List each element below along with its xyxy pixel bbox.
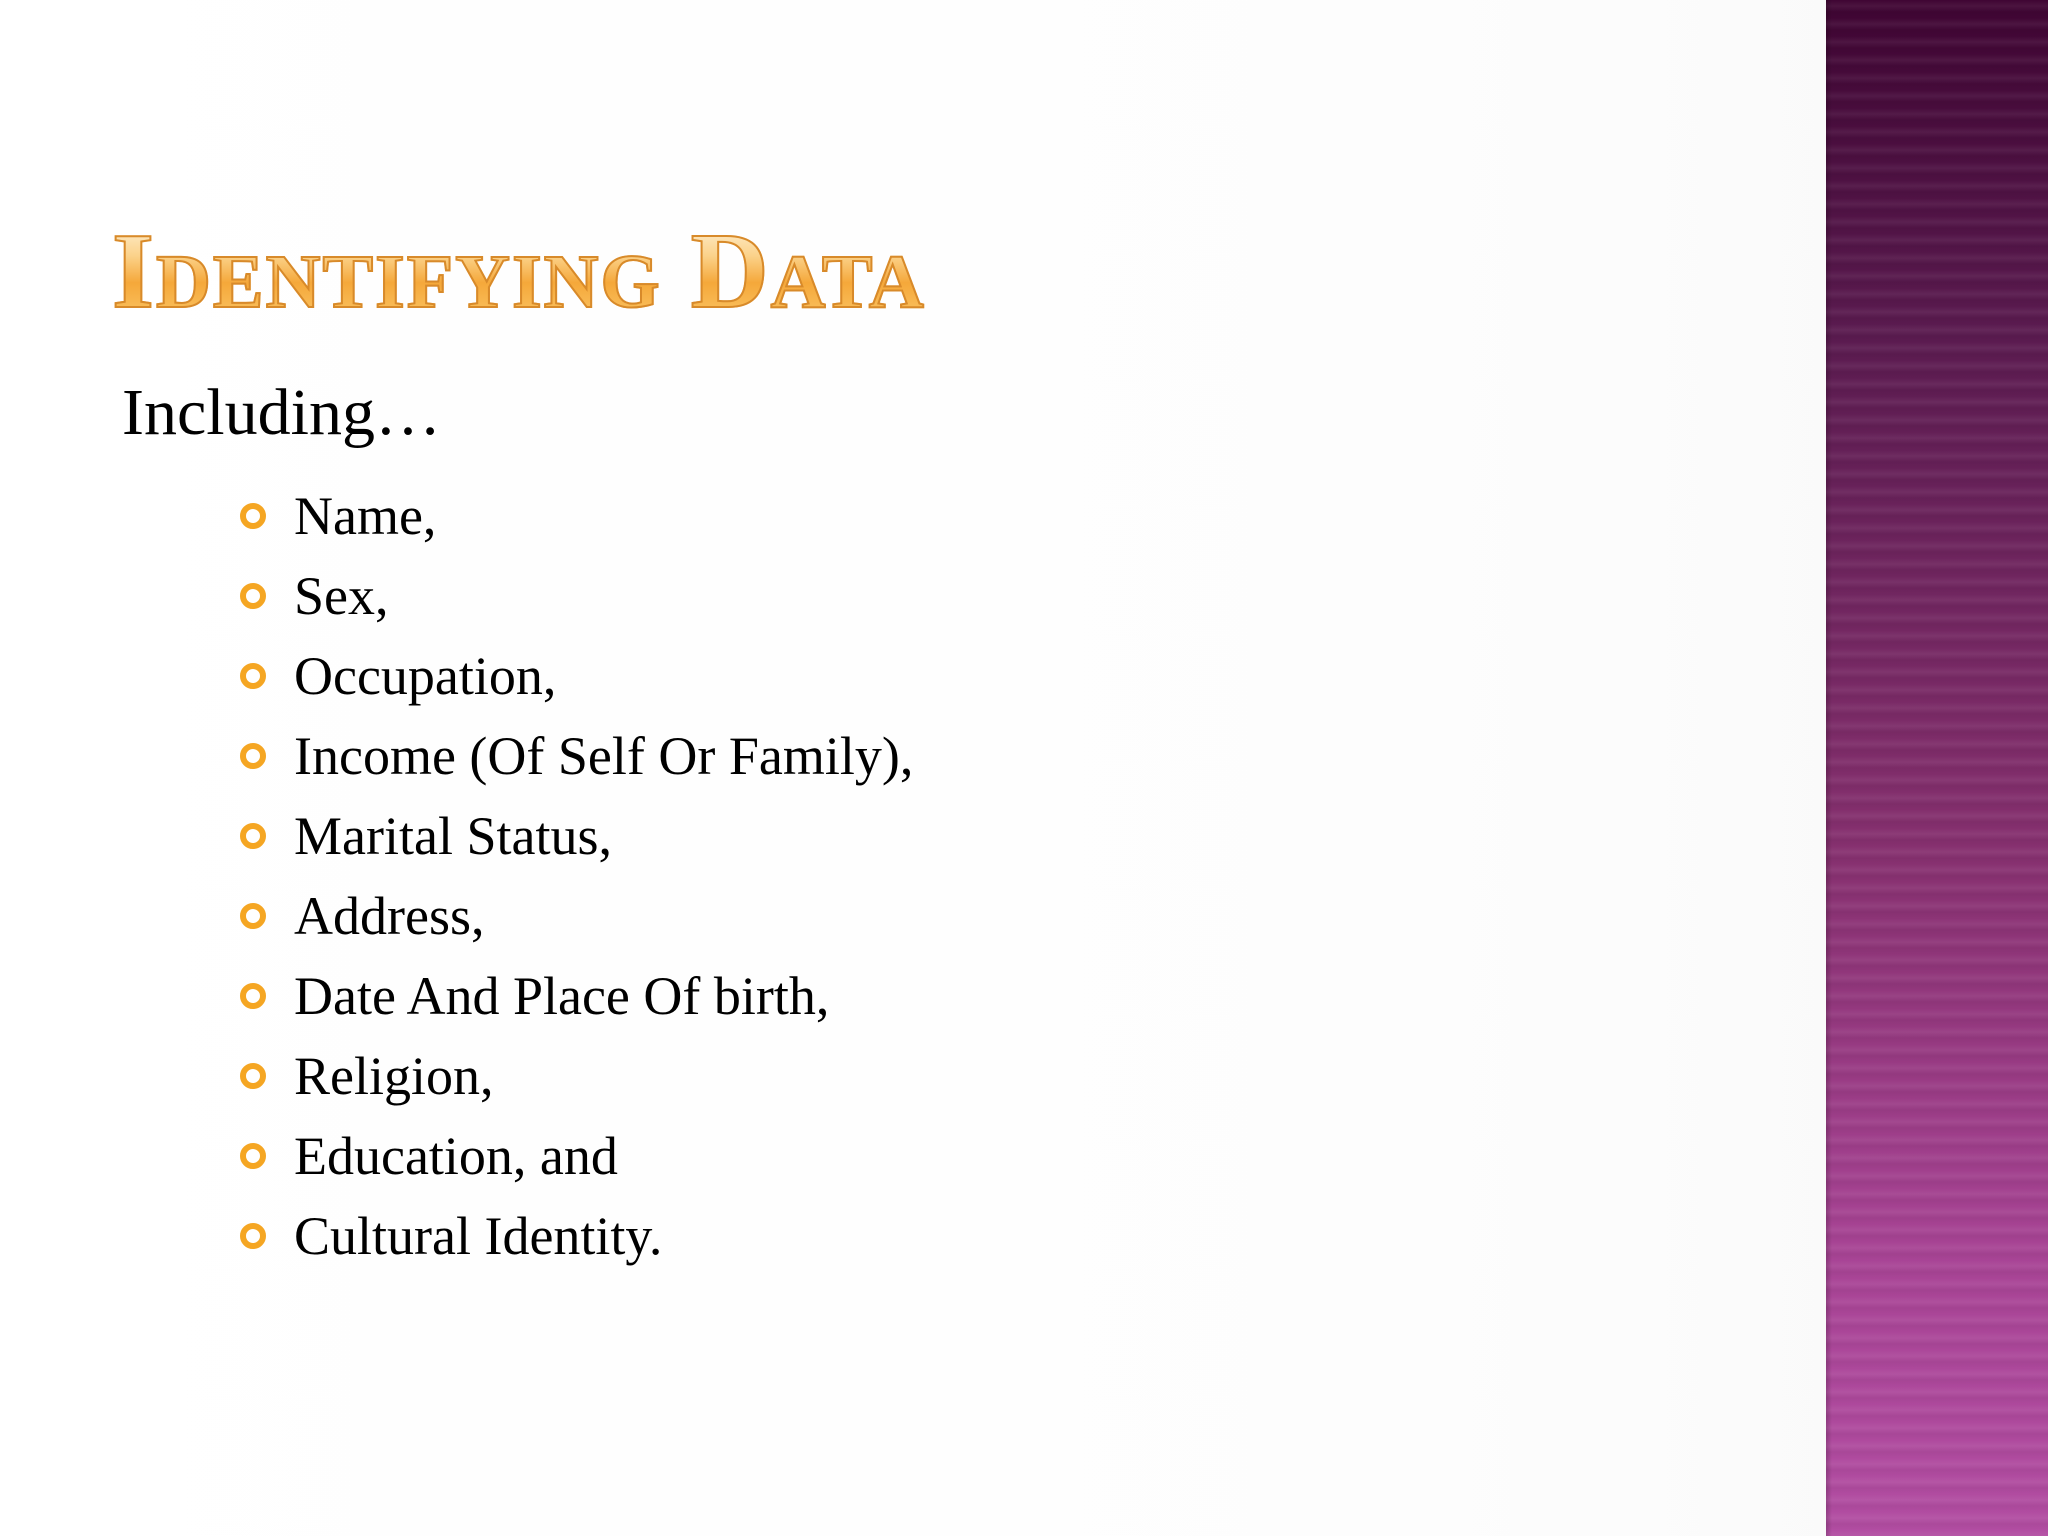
list-item-text: Address, (294, 886, 485, 946)
ring-bullet-icon (240, 983, 266, 1009)
list-item-date-place-birth (240, 956, 913, 1036)
list-item-occupation (240, 636, 913, 716)
ring-bullet-icon (240, 1063, 266, 1089)
list-item-cultural-identity (240, 1196, 913, 1276)
list-item-text: Date And Place Of birth, (294, 966, 830, 1026)
list-item-text: Sex, (294, 566, 389, 626)
list-item-income (240, 716, 913, 796)
ring-bullet-icon (240, 823, 266, 849)
list-item-text: Cultural Identity. (294, 1206, 663, 1266)
ring-bullet-icon (240, 1143, 266, 1169)
bullet-list (240, 476, 913, 1276)
list-item-text: Marital Status, (294, 806, 612, 866)
list-item-sex (240, 556, 913, 636)
list-item-education (240, 1116, 913, 1196)
intro-text: Including… (122, 376, 441, 449)
list-item-name (240, 476, 913, 556)
slide-title: Identifying Data (112, 212, 926, 331)
list-item-text: Name, (294, 486, 437, 546)
list-item-text: Religion, (294, 1046, 494, 1106)
list-item-marital-status (240, 796, 913, 876)
ring-bullet-icon (240, 503, 266, 529)
list-item-text: Income (Of Self Or Family), (294, 726, 914, 786)
list-item-text: Occupation, (294, 646, 557, 706)
list-item-text: Education, and (294, 1126, 618, 1186)
ring-bullet-icon (240, 743, 266, 769)
ring-bullet-icon (240, 903, 266, 929)
ring-bullet-icon (240, 663, 266, 689)
ring-bullet-icon (240, 1223, 266, 1249)
decorative-side-band (1826, 0, 2048, 1536)
list-item-religion (240, 1036, 913, 1116)
list-item-address (240, 876, 913, 956)
ring-bullet-icon (240, 583, 266, 609)
